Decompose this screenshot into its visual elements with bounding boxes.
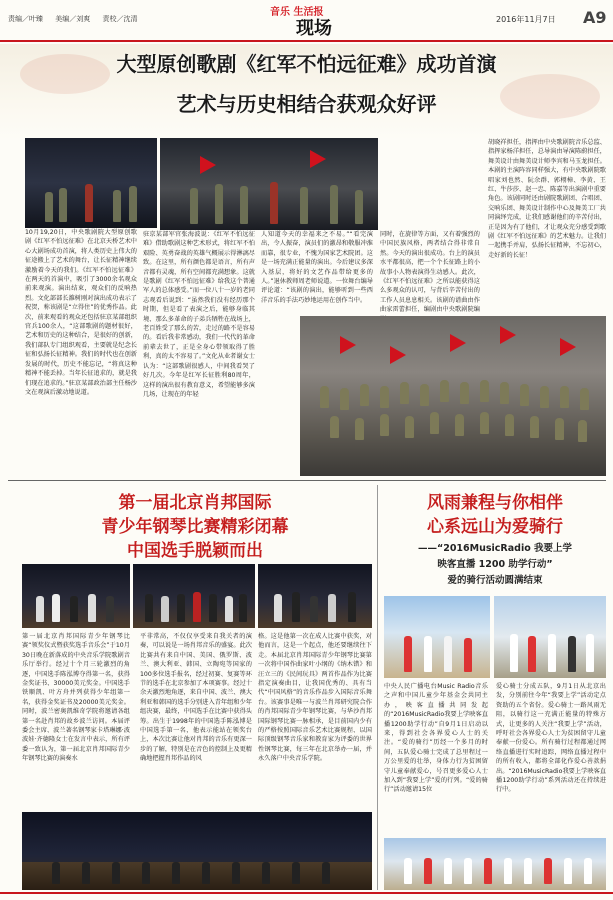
article-column: 10月19,20日，中央歌剧院大型原创歌剧《红军不怕远征难》在北京天桥艺术中心大剧场成功首演，将人类历史上伟大的征途搬上了艺术的舞台，让长征精神继续激励着今天的我们。《红军不怕远征难》在两天的首演中，吸引了3000余名观众前来观演。演出结束，观众们的反响热烈。文化部部长雒树刚对演出成功表示了祝贺，称该剧是“立得住”的优秀作品。此次，前来观看的观众还包括驻京某部组织官兵100余人，“这部歌剧的题材很好，艺术和历史的这种结合，是很好的创新，我们部队专门组织观看，主要就是纪念长征和弘扬长征精神。我们的时代也在创新发展的时代，历史不能忘记，“将真这种精神不能丢掉。当年长征追求的，就是我们现在追求的。”驻京某部政治部主任杨沙文在观演后激动地说道。: [25, 229, 137, 396]
chopin-headline: 第一届北京肖邦国际: [118, 493, 272, 513]
main-headline: 大型原创歌剧《红军不怕远征难》成功首演: [116, 52, 497, 76]
header-rule: [0, 40, 613, 42]
credit-proofreader: 责校／沈清: [102, 15, 138, 23]
section-divider: [8, 480, 606, 481]
ceremony-photo: [22, 564, 130, 628]
ride-headline: 心系远山为爱骑行: [427, 517, 563, 537]
logo-paper-name: 音乐 生活报: [270, 7, 324, 18]
article-column: 驻京某部军官张海波说：《红军不怕远征难》借助歌剧这种艺术形式，将红军不怕艰险、英勇奋战的英雄气概展示得淋漓尽致。在这里，所有颜色都是语言，所有声音都有灵魂，所有空间都充满想象。这就是歌剧《红军不怕远征难》给我这个普通军人的总体感受。”而一位八十一岁的老同志观看后说到：“虽然我们没有经历那个时期，但是看了表演之后，能够身临其境、那么多革命的子弟兵牺牲在战场上，老百姓受了那么的苦，走过的路不是容易的。看后我非常感动，我们一代代的革命前辈去世了，正是全身心带领取得了胜利，真的太不容易了。”文化从业者谢女士认为：“这部歌剧很感人，中间我看哭了好几次。今年是红军长征胜利80周年，这样的演出很有教育意义，希望能够多演几场，让现在的年轻: [143, 231, 255, 398]
ride-photo-1: [384, 596, 490, 678]
footer-rule: [0, 892, 613, 894]
ride-subheadline: 映客直播 1200 助学行动”: [437, 559, 553, 570]
ride-subheadline: 爱的骑行活动圆满结束: [447, 575, 543, 586]
ceremony-photo: [133, 564, 255, 628]
article-column: 格。这是他第一次在成人比赛中获奖，对他而言，这是一个起点，他还要继续往下走。本届北京肖邦国际青少年钢琴比赛第一次将中国作曲家叶小纲的《纳木错》和汪立三的《民间玩具》两首作品作为比赛指定演奏曲目，让我国优秀的、具有当代“中国风格”的音乐作品步入国际音乐舞台。该赛事是唯一与波兰肖邦研究院合作的肖邦国际青少年钢琴比赛，与华沙肖邦国际钢琴比赛一脉相承，是目前国内少有的严格按照国际音乐艺术比赛规程、以国际顶级钢琴音乐家和教育家为评委的世界性钢琴比赛，每三年在北京举办一届，并永久落户中央音乐学院。: [258, 633, 372, 763]
article-column: 中央人民广播电台Music Radio音乐之声和中国儿童少年基金会共同主办，映客直播共同发起的“2016MusicRadio我要上学映客直播1200助学行动”自9月1日启动以来，得到社会各界爱心人士的关注。“爱的骑行”历经一个多月的时间，五队爱心骑士完成了总里程过一万公里爱的壮举，身体力行为贫困留守儿童奉献爱心，号召更多爱心人士加入到“我要上学”爱的行列。“爱的骑行”活动邀请15位: [384, 683, 488, 794]
newspaper-logo: [252, 3, 372, 37]
article-column: 人知道今天的幸福来之不易。”“看完演出，令人振奋，演员们的激昂和敬服冲淮而靠，很专业，不愧为国家艺术院团。这是一场充满正能量的演出。今后建议多深入基层，将好的文艺作品带给更多的人。”退休教师周老师说道。一位舞台编导评论道：“该剧的演出，能够听到一些西洋音乐的手法巧妙地运用在创作当中。: [261, 231, 373, 304]
army-chorus-photo: [300, 316, 606, 476]
credit-designer: 美编／刘爽: [55, 15, 91, 23]
issue-date: 2016年11月7日: [496, 15, 556, 24]
ceremony-photo: [258, 564, 372, 628]
ride-group-photo: [384, 838, 606, 890]
main-subheadline: 艺术与历史相结合获观众好评: [176, 92, 437, 116]
editor-credits: [8, 14, 147, 24]
page-header: [0, 0, 613, 44]
orchestra-photo: [22, 812, 372, 890]
ride-headline: 风雨兼程与你相伴: [427, 493, 563, 513]
chopin-headline: 青少年钢琴比赛精彩闭幕: [101, 517, 289, 537]
column-divider: [377, 485, 378, 890]
opera-photo-1: [25, 138, 157, 228]
credit-editor: 责编／叶臻: [8, 15, 43, 23]
page-number: A9: [583, 8, 607, 27]
logo-section-name: 现场: [296, 18, 332, 39]
article-column: 胡晓祥担任，指挥由中央歌剧院音乐总监、指挥家杨洋担任，总导演由导演陈蔚担任，舞美设计由舞美设计师李宾和马玉龙担任。本剧的主演阵容同样强大，有中央歌剧院歌唱家刘也然、阮余群、郭栩樟、李黄、王红、牛莎莎、赵一忠、陈嘉等出演剧中重要角色。该剧同时还由剧院歌剧团、合唱团、交响乐团、舞美设计制作中心及舞美工厂共同演绎完成，让我们感谢他们的辛苦付出，正是因为有了他们，才让观众充分感受到歌剧《红军不怕远征难》的艺术魅力。让我们一起携手并肩，弘扬长征精神，不忘初心，走好新的长征！: [488, 139, 606, 259]
chopin-headline: 中国选手脱颖而出: [127, 541, 263, 561]
article-column: 爱心骑士分成五队，9月1日从北京出发，分别前往今年“我要上学”活动定点资助的五个省份。爱心骑士一路风雨无阻，以骑行这一充满正能量的特殊方式，让更多的人关注“我要上学”活动，呼吁社会各界爱心人士为贫困留守儿童奉献一份爱心。所有骑行过程都通过网络直播进行实时追踪，网络直播过程中的所有收入，都将全部化作爱心善款捐出。“2016MusicRadio我要上学映客直播1200助学行动”系列活动还在持续进行中。: [496, 683, 606, 794]
article-column: 第一届北京肖邦国际青少年钢琴比赛“领奖仪式暨获奖选手音乐会”于10月30日晚在新落成的中央音乐学院歌剧音乐厅举行。经过十个月三轮激烈的角逐，中国选手陈泓博夺得第一名，获得金奖证书、30000美元奖金。中国选手铁顺凯、叶方舟并列获得少年组第一名，获得金奖证书及20000美元奖金。同时，波兰密奥凯维奇学院将邀请各组第一名赴肖邦的故乡波兰访问。本届评委会主席、波兰著名钢琴家卡塔琳娜·波波娃·齐德隆女士在发言中表示，所有评委一致认为，第一届北京肖邦国际青少年钢琴比赛的演奏水: [22, 633, 130, 763]
ride-photo-2: [494, 596, 606, 678]
ride-subheadline: ——“2016MusicRadio 我要上学: [417, 543, 573, 554]
article-column: 平非常高，不仅仅享受来自我关者的演奏，可以说是一场肖邦音乐的盛宴。此次比赛共有来自中国、美国、俄罗斯、波兰、澳大利亚、韩国、立陶宛等国家的100多位选手报名，经过初赛、复赛等环节的选手在北京参加了本项赛事。经过十余天激烈地角逐，来自中国、波兰、澳大利亚和韩国的选手分别进入青年组和少年组决赛，最终，中国选手在比赛中获得头筹。出生于1998年的中国选手陈泓博是中国选手第一名，他表示能站在领奖台上，本次比赛让他对肖邦的音乐有更深一步的了解，特别是在音色的控制上及更精确地把握肖邦作品的风: [140, 633, 252, 763]
opera-photo-2: [160, 138, 378, 230]
article-column: 同时，在旋律等方面，又有着强烈的中国民族风格，两者结合得非常自然。今天的演出很成功。台上的演员水平都很高，把一个个长征路上的小故事小人物表演得生动感人。此次，《红军不怕远征难》之所以能获得这么多观众的认可，与背后辛苦付出的工作人员息息相关。该剧的谱曲由作曲家雷蕾担任，编剧由中央歌剧院编: [380, 231, 480, 314]
